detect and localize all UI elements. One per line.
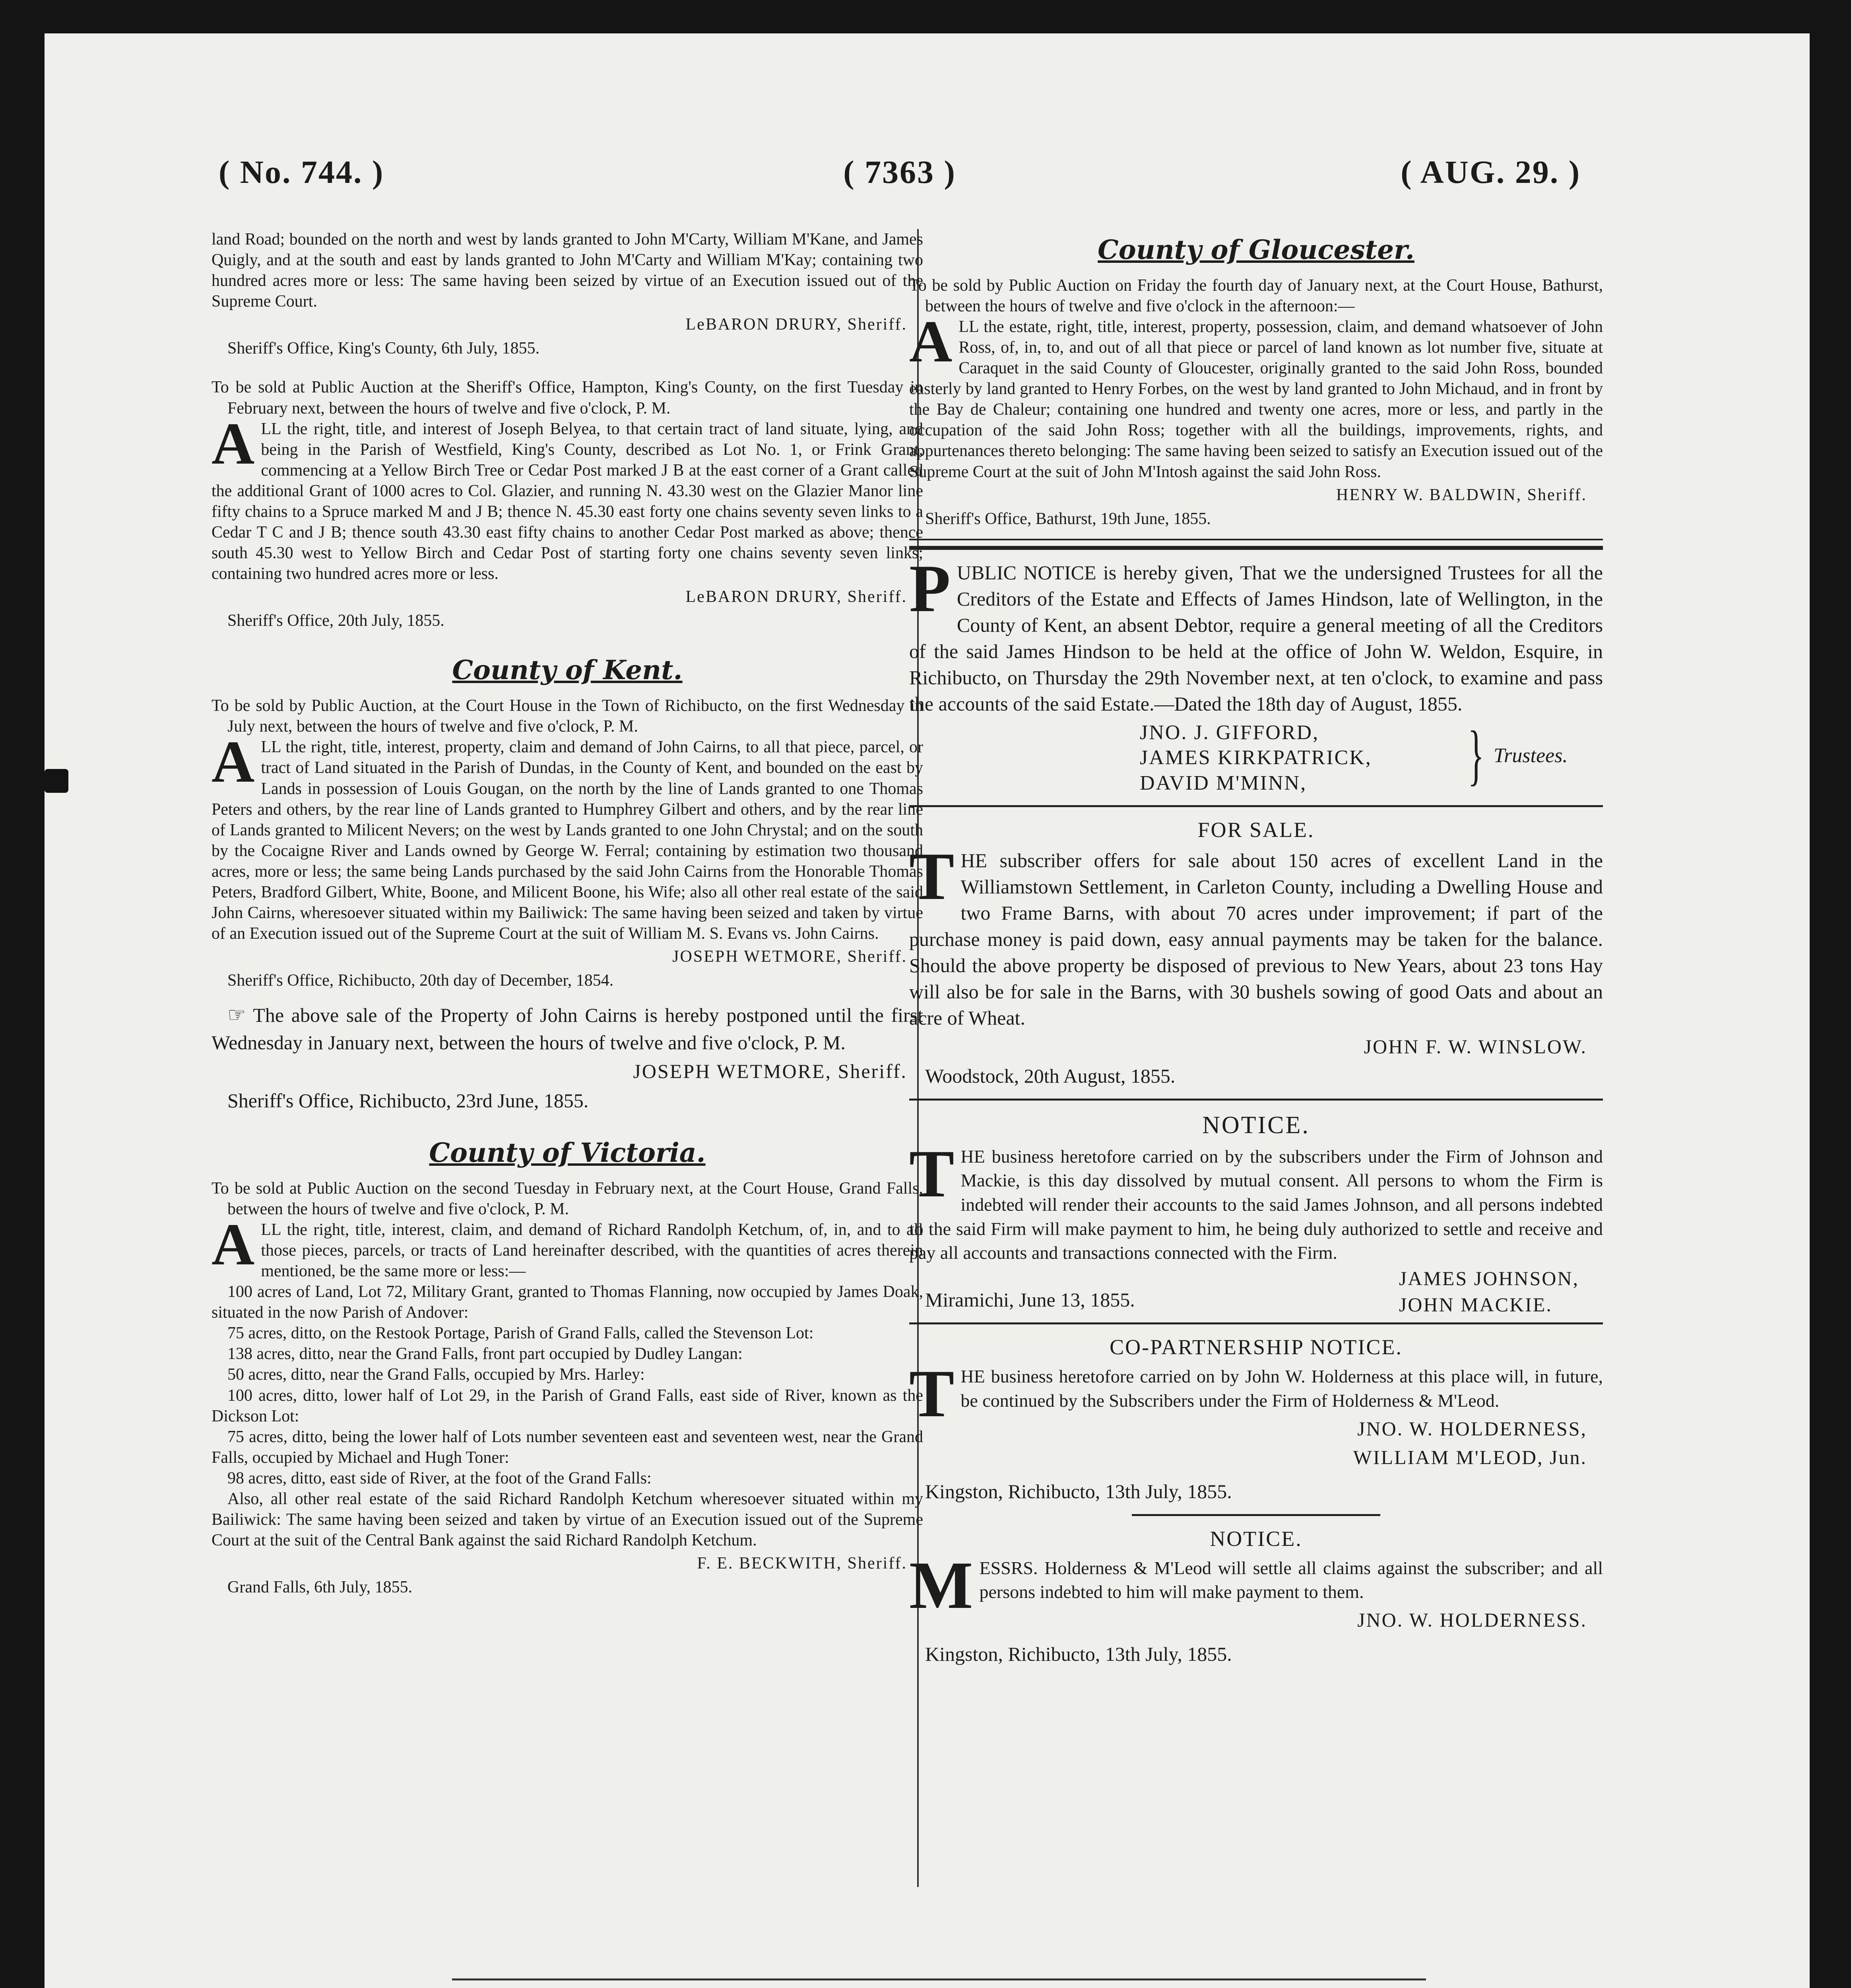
- section-divider: [909, 1099, 1603, 1101]
- public-notice: [909, 551, 1603, 796]
- victoria-county-notice: [211, 1137, 923, 1598]
- land-item: 50 acres, ditto, near the Grand Falls, occupied by Mrs. Harley:: [227, 1365, 645, 1384]
- notice-date: Kingston, Richibucto, 13th July, 1855.: [925, 1642, 1232, 1665]
- notice-date: Sheriff's Office, Bathurst, 19th June, 1855.: [925, 509, 1211, 528]
- notice-title: NOTICE.: [1210, 1526, 1302, 1551]
- drop-cap: A: [211, 729, 255, 795]
- sheriff-signature: LeBARON DRURY, Sheriff.: [685, 588, 907, 606]
- county-heading: County of Gloucester.: [1098, 234, 1414, 265]
- kings-county-notice-2: [211, 377, 923, 631]
- section-divider: [909, 805, 1603, 807]
- drop-cap: A: [909, 308, 953, 375]
- trustee-name: JNO. J. GIFFORD,: [1140, 721, 1319, 744]
- right-column: [909, 229, 1603, 1667]
- trustee-signatures: [909, 717, 1603, 796]
- signature-block: [909, 1265, 1603, 1316]
- land-item: 75 acres, ditto, on the Restook Portage, Parish of Grand Falls, called the Stevenson Lot:: [227, 1324, 814, 1343]
- partner-signature: JOHN MACKIE.: [1399, 1293, 1552, 1316]
- drop-cap: T: [909, 839, 955, 914]
- land-item: Also, all other real estate of the said Richard Randolph Ketchum wheresoever situated within my Bailiwick: The same having been seized and taken by virtue of an Execution issued out of the Supreme Court at the suit of the Central Bank against the said Richard Randolph Ketchum.: [211, 1489, 923, 1550]
- trustees-label: Trustees.: [1494, 744, 1568, 767]
- notice-date: Kingston, Richibucto, 13th July, 1855.: [925, 1480, 1232, 1503]
- drop-cap: P: [909, 551, 951, 626]
- partner-signature: JAMES JOHNSON,: [1399, 1267, 1579, 1290]
- postponement-signature: JOSEPH WETMORE, Sheriff.: [633, 1060, 907, 1082]
- notice-date: Woodstock, 20th August, 1855.: [925, 1064, 1176, 1087]
- kings-county-notice-1: [211, 229, 923, 359]
- trustee-name: JAMES KIRKPATRICK,: [1140, 746, 1372, 769]
- postponement-notice: ☞ The above sale of the Property of John Cairns is hereby postponed until the first Wednesday in January next, between the hours of twelve and five o'clock, P. M.: [211, 1004, 923, 1054]
- notice-date: Grand Falls, 6th July, 1855.: [227, 1578, 413, 1597]
- notice-signature: JNO. W. HOLDERNESS.: [1357, 1608, 1587, 1631]
- notice-body: land Road; bounded on the north and west by lands granted to John M'Carty, William M'Kane, and James Quigly, and at the south and east by lands granted to John M'Carty and William M'Kay; containing two hundred acres more or less: The same having been seized by virtue of an Execution issued out of the Supreme Court.: [211, 230, 923, 311]
- section-divider: [909, 1322, 1603, 1324]
- partner-signature: JNO. W. HOLDERNESS,: [1357, 1417, 1587, 1440]
- sale-intro: To be sold by Public Auction, at the Court House in the Town of Richibucto, on the first Wednesday in July next, between the hours of twelve and five o'clock, P. M.: [211, 697, 923, 736]
- trustee-name: DAVID M'MINN,: [1140, 771, 1307, 794]
- section-divider: [909, 539, 1603, 550]
- settlement-notice: [909, 1526, 1603, 1667]
- notice-date: Sheriff's Office, Richibucto, 20th day of December, 1854.: [227, 971, 614, 990]
- county-heading: County of Victoria.: [429, 1137, 706, 1168]
- notice-body: ALL the right, title, interest, claim, and demand of Richard Randolph Ketchum, of, in, and to all those pieces, parcels, or tracts of Land hereinafter described, with the quantities of acres therein mentioned, be the same more or less:—: [211, 1211, 923, 1281]
- page-number: ( 7363 ): [843, 154, 956, 190]
- land-item: 75 acres, ditto, being the lower half of Lots number seventeen east and seventeen west, near the Grand Falls, occupied by Michael and Hugh Toner:: [211, 1427, 923, 1467]
- notice-title: FOR SALE.: [1197, 817, 1315, 842]
- pointing-hand-icon: ☞: [227, 1004, 246, 1027]
- land-item: 98 acres, ditto, east side of River, at the foot of the Grand Falls:: [227, 1469, 652, 1487]
- for-sale-notice: [909, 817, 1603, 1089]
- sheriff-signature: LeBARON DRURY, Sheriff.: [685, 315, 907, 334]
- drop-cap: T: [909, 1136, 955, 1211]
- drop-cap: A: [211, 1211, 255, 1277]
- land-item: 100 acres of Land, Lot 72, Military Grant, granted to Thomas Flanning, now occupied by James Doak, situated in the now Parish of Andover:: [211, 1283, 923, 1322]
- notice-title: CO-PARTNERSHIP NOTICE.: [1110, 1335, 1403, 1359]
- drop-cap: A: [211, 410, 255, 477]
- drop-cap: T: [909, 1356, 955, 1431]
- notice-title: NOTICE.: [1202, 1111, 1310, 1139]
- gazette-page: [45, 33, 1810, 1988]
- notice-body: ALL the right, title, interest, property, claim and demand of John Cairns, to all that piece, parcel, or tract of Land situated in the Parish of Dundas, in the County of Kent, and bounded on the east by Lands in possession of Louis Gougan, on the north by the line of Lands granted to one Thomas Peters and others, by the rear line of Lands granted to Humphrey Gilbert and others, and by the rear line of Lands granted to Milicent Nevers; on the west by Lands granted to one John Chrystal; and on the south by the Cocaigne River and Lands owned by George W. Ferral; containing by estimation two thousand acres, more or less; the same being Lands purchased by the said John Cairns from the Honorable Thomas Peters, Bradford Gilbert, White, Boone, and Milicent Boone, his Wife; also all other real estate of the said John Cairns, wheresoever situated within my Bailiwick: The same having been seized and taken by virtue of an Execution issued out of the Supreme Court at the suit of William M. S. Evans vs. John Cairns.: [211, 729, 923, 943]
- notice-date: Sheriff's Office, 20th July, 1855.: [227, 612, 444, 630]
- dissolution-notice: [909, 1110, 1603, 1316]
- gloucester-county-notice: [909, 234, 1603, 529]
- notice-body: ALL the estate, right, title, interest, property, possession, claim, and demand whatsoever of John Ross, of, in, to, and out of all that piece or parcel of land known as lot number five, situate at Caraquet in the said County of Gloucester, originally granted to the said John Ross, bounded easterly by land granted to Henry Forbes, on the west by land granted to John Michaud, and in front by the Bay de Chaleur; containing one hundred and twenty one acres, more or less, and partly in the occupation of the said John Ross; together with all the buildings, improvements, rights, and appurtenances thereto belonging: The same having been seized to satisfy an Execution issued out of the Supreme Court at the suit of John M'Intosh against the said John Ross.: [909, 308, 1603, 481]
- notice-body: PUBLIC NOTICE is hereby given, That we the undersigned Trustees for all the Creditors of the Estate and Effects of James Hindson, late of Wellington, in the County of Kent, an absent Debtor, require a general meeting of all the Creditors of the said James Hindson to be held at the office of John W. Weldon, Esquire, in Richibucto, on Thursday the 29th November next, at ten o'clock, to examine and pass the accounts of the said Estate.—Dated the 18th day of August, 1855.: [909, 551, 1603, 715]
- county-heading: County of Kent.: [452, 654, 683, 686]
- sale-intro: To be sold at Public Auction on the second Tuesday in February next, at the Court House, Grand Falls, between the hours of twelve and five o'clock, P. M.: [211, 1179, 923, 1218]
- issue-number: ( No. 744. ): [219, 154, 384, 190]
- notice-date: Sheriff's Office, King's County, 6th July, 1855.: [227, 339, 540, 358]
- notice-body: THE business heretofore carried on by the subscribers under the Firm of Johnson and Mackie, is this day dissolved by mutual consent. All persons to whom the Firm is indebted will render their accounts to the said James Johnson, and all persons indebted to the said Firm will make payment to him, he being duly authorized to settle and receive and pay all accounts and transactions connected with the Firm.: [909, 1136, 1603, 1263]
- issue-date: ( AUG. 29. ): [1401, 154, 1581, 190]
- notice-body: THE business heretofore carried on by John W. Holderness at this place will, in future, be continued by the Subscribers under the Firm of Holderness & M'Leod.: [909, 1356, 1603, 1431]
- notice-body: ALL the right, title, and interest of Joseph Belyea, to that certain tract of land situate, lying, and being in the Parish of Westfield, King's County, described as Lot No. 1, or Frink Grant, commencing at a Yellow Birch Tree or Cedar Post marked J B at the east corner of a Grant called the additional Grant of 1000 acres to Col. Glazier, and running N. 43.30 west on the Glazier Manor line fifty chains to a Spruce marked M and J B; thence N. 45.30 east forty one chains seventy seven links to a Cedar T C and J B; thence south 43.30 east fifty chains to another Cedar Post marked as above; thence south 45.30 west to Yellow Birch and Cedar Post of starting forty one chains seventy seven links; containing two hundred acres more or less.: [211, 410, 923, 583]
- sheriff-signature: HENRY W. BALDWIN, Sheriff.: [1336, 485, 1587, 504]
- sale-intro: To be sold at Public Auction at the Sheriff's Office, Hampton, King's County, on the first Tuesday in February next, between the hours of twelve and five o'clock, P. M.: [211, 378, 923, 417]
- brace-icon: }: [1468, 717, 1484, 792]
- punch-hole: [45, 769, 68, 793]
- co-partnership-notice: [909, 1334, 1603, 1504]
- land-item: 138 acres, ditto, near the Grand Falls, front part occupied by Dudley Langan:: [227, 1345, 743, 1363]
- sheriff-signature: JOSEPH WETMORE, Sheriff.: [672, 947, 907, 966]
- drop-cap: M: [909, 1547, 973, 1623]
- sale-intro: To be sold by Public Auction on Friday the fourth day of January next, at the Court House, Bathurst, between the hours of twelve and five o'clock in the afternoon:—: [909, 276, 1603, 315]
- short-divider: [1132, 1514, 1380, 1516]
- postponement-date: Sheriff's Office, Richibucto, 23rd June, 1855.: [227, 1089, 589, 1112]
- notice-date: Miramichi, June 13, 1855.: [925, 1289, 1135, 1311]
- left-column: [211, 229, 923, 1598]
- kent-county-notice: [211, 654, 923, 1114]
- notice-body: MESSRS. Holderness & M'Leod will settle all claims against the subscriber; and all persons indebted to him will make payment to them.: [909, 1547, 1603, 1623]
- page-header: [219, 153, 1581, 201]
- footer-rule: [452, 1978, 1426, 1980]
- notice-body: THE subscriber offers for sale about 150 acres of excellent Land in the Williamstown Settlement, in Carleton County, including a Dwelling House and two Frame Barns, with about 70 acres under improvement; if part of the purchase money is paid down, easy annual payments may be taken for the balance. Should the above property be disposed of previous to New Years, about 23 tons Hay will also be for sale in the Barns, with 30 bushels sowing of good Oats and about an acre of Wheat.: [909, 839, 1603, 1029]
- land-item: 100 acres, ditto, lower half of Lot 29, in the Parish of Grand Falls, east side of River, known as the Dickson Lot:: [211, 1386, 923, 1425]
- partner-signature: WILLIAM M'LEOD, Jun.: [1353, 1446, 1587, 1468]
- notice-signature: JOHN F. W. WINSLOW.: [1364, 1035, 1587, 1058]
- sheriff-signature: F. E. BECKWITH, Sheriff.: [697, 1554, 907, 1573]
